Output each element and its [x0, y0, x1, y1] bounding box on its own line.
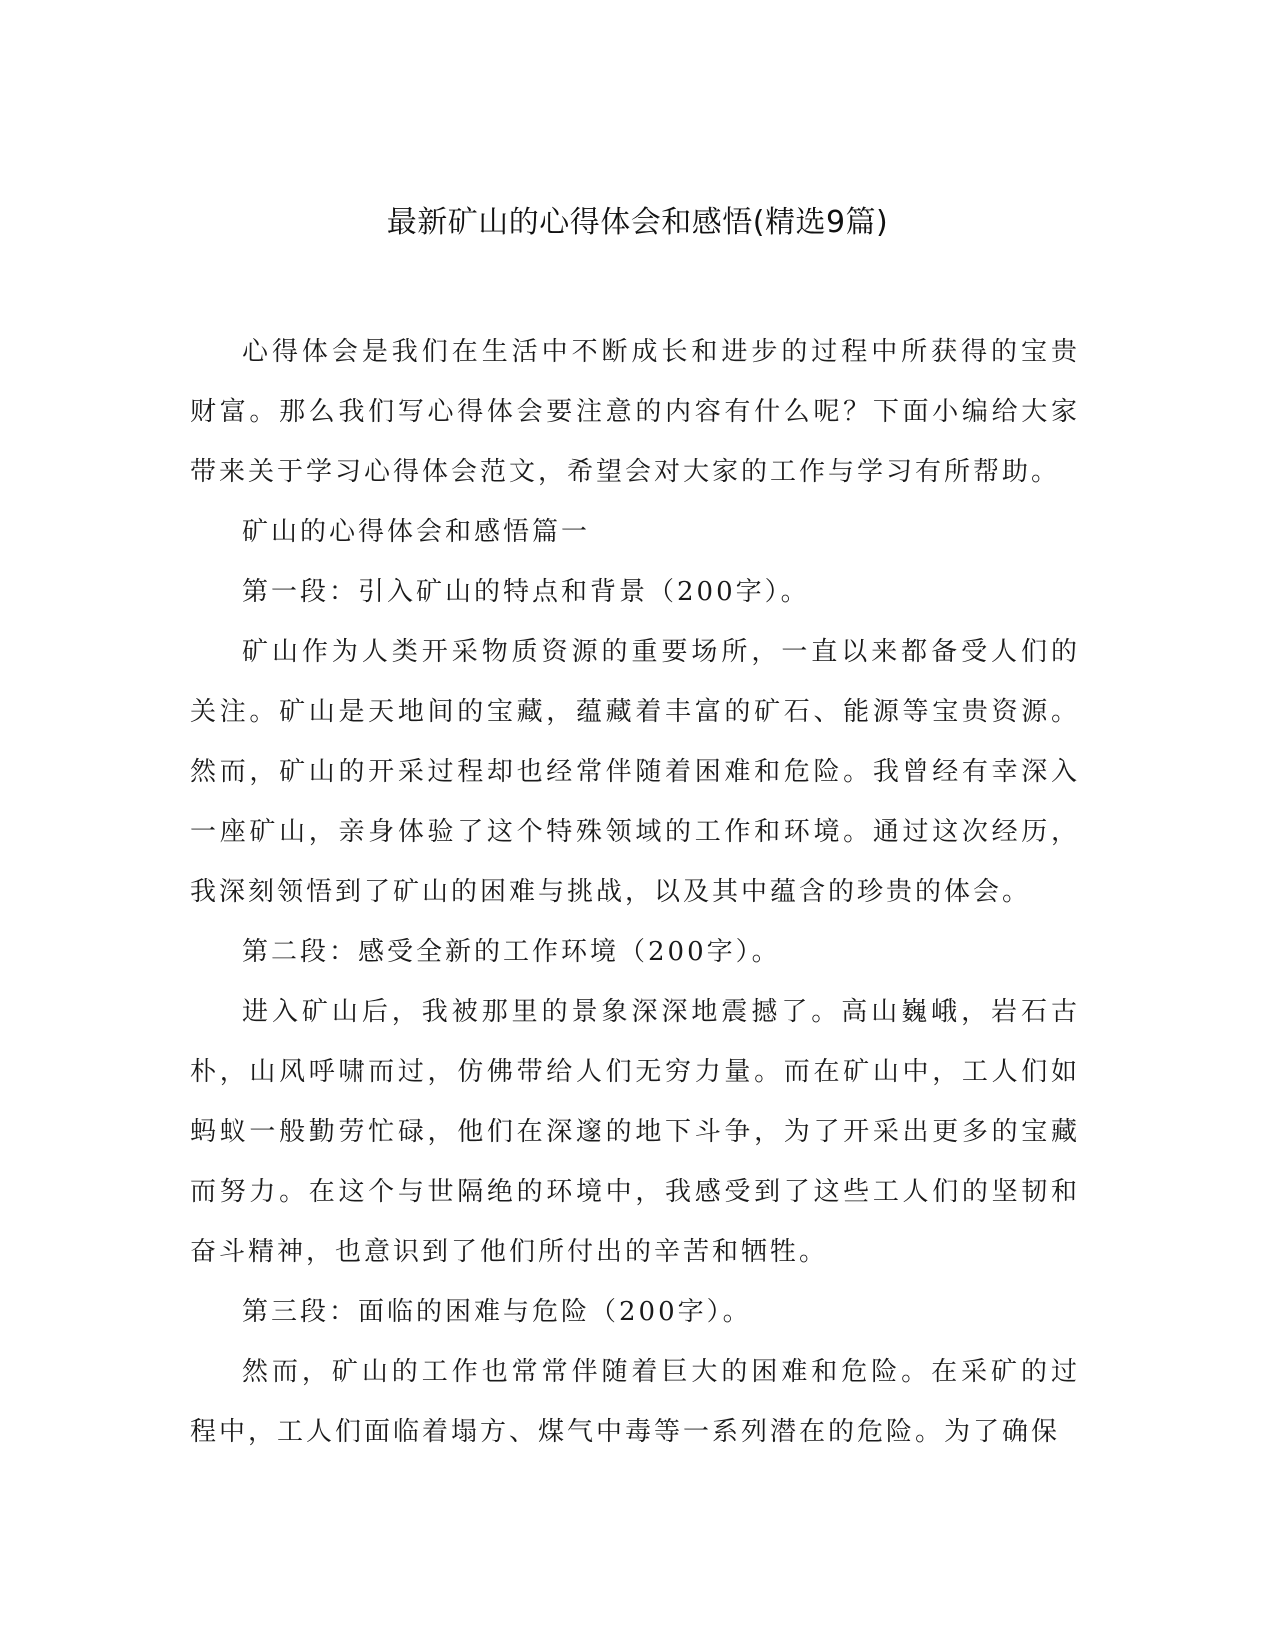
section-heading: 矿山的心得体会和感悟篇一: [242, 517, 591, 547]
body-paragraph: 进入矿山后，我被那里的景象深深地震撼了。高山巍峨，岩石古朴，山风呼啸而过，仿佛带给人们无穷力量。而在矿山中，工人们如蚂蚁一般勤劳忙碌，他们在深邃的地下斗争，为了开采出更多的宝藏而努力。在这个与世隔绝的环境中，我感受到了这些工人们的坚韧和奋斗精神，也意识到了他们所付出的辛苦和牺牲。: [190, 997, 1080, 1267]
paragraph-heading: 第一段：引入矿山的特点和背景（200字）。: [242, 577, 810, 607]
body-paragraph: 然而，矿山的工作也常常伴随着巨大的困难和危险。在采矿的过程中，工人们面临着塌方、煤气中毒等一系列潜在的危险。为了确保: [190, 1357, 1080, 1447]
document-title: 最新矿山的心得体会和感悟(精选9篇): [386, 205, 889, 240]
intro-paragraph: 心得体会是我们在生活中不断成长和进步的过程中所获得的宝贵财富。那么我们写心得体会要注意的内容有什么呢？下面小编给大家带来关于学习心得体会范文，希望会对大家的工作与学习有所帮助。: [190, 337, 1080, 487]
document-body: [190, 322, 1080, 1462]
paragraph-heading: 第二段：感受全新的工作环境（200字）。: [242, 937, 781, 967]
body-paragraph: 矿山作为人类开采物质资源的重要场所，一直以来都备受人们的关注。矿山是天地间的宝藏，蕴藏着丰富的矿石、能源等宝贵资源。然而，矿山的开采过程却也经常伴随着困难和危险。我曾经有幸深入一座矿山，亲身体验了这个特殊领域的工作和环境。通过这次经历，我深刻领悟到了矿山的困难与挑战，以及其中蕴含的珍贵的体会。: [190, 637, 1080, 907]
paragraph-heading: 第三段：面临的困难与危险（200字）。: [242, 1297, 752, 1327]
